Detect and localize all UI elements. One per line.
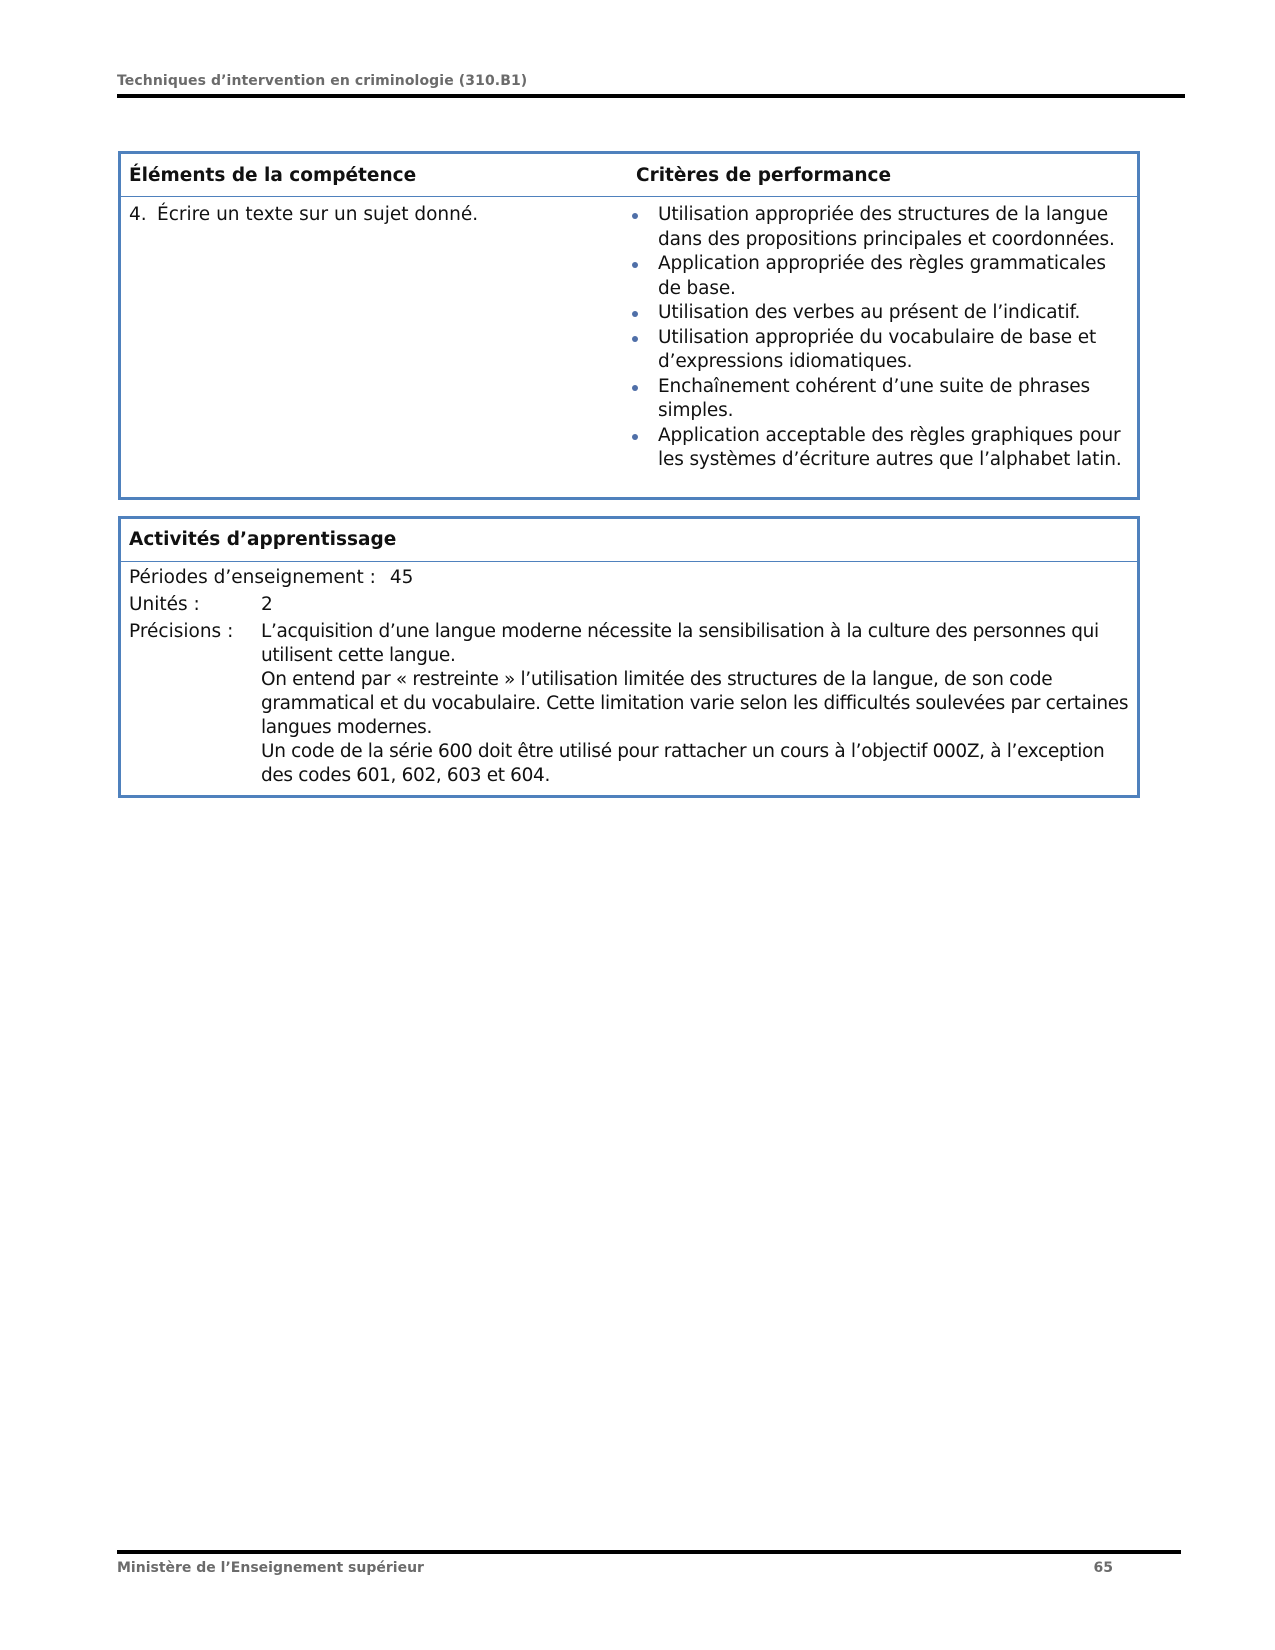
criteria-text: Utilisation des verbes au présent de l’indicatif. xyxy=(658,302,1081,323)
page-footer xyxy=(117,1550,1181,1576)
periods-value: 45 xyxy=(389,567,414,588)
periods-label: Périodes d’enseignement : xyxy=(129,567,376,588)
precision-paragraph: On entend par « restreinte » l’utilisation limitée des structures de la langue, de son code grammatical et du vocabulaire. Cette limitation varie selon les difficultés soulevées par certaines langues modernes. xyxy=(261,669,1129,738)
precision-paragraph: L’acquisition d’une langue moderne nécessite la sensibilisation à la culture des personnes qui utilisent cette langue. xyxy=(261,621,1099,666)
criteria-list xyxy=(628,203,1131,473)
bullet-icon xyxy=(632,311,638,317)
criteria-text: Enchaînement cohérent d’une suite de phrases simples. xyxy=(658,375,1091,421)
criteria-text: Utilisation appropriée du vocabulaire de base et d’expressions idiomatiques. xyxy=(658,326,1097,372)
element-cell xyxy=(121,197,628,474)
page-number: 65 xyxy=(1093,1560,1113,1576)
element-number: 4. xyxy=(129,204,147,225)
competence-table xyxy=(118,151,1140,500)
criteria-text: Application appropriée des règles grammaticales de base. xyxy=(658,253,1106,299)
competence-table-row xyxy=(121,197,1137,474)
competence-table-header xyxy=(121,154,1137,197)
header-rule xyxy=(117,94,1185,98)
criteria-header: Critères de performance xyxy=(628,154,1137,197)
criteria-item xyxy=(628,301,1131,326)
units-value: 2 xyxy=(261,594,273,615)
criteria-item xyxy=(628,326,1131,375)
page-header xyxy=(117,72,1185,98)
activities-header: Activités d’apprentissage xyxy=(121,519,1137,562)
bullet-icon xyxy=(632,336,638,342)
precisions-label: Précisions : xyxy=(129,621,234,642)
criteria-item xyxy=(628,252,1131,301)
elements-header: Éléments de la compétence xyxy=(121,154,628,197)
precision-paragraph: Un code de la série 600 doit être utilisé pour rattacher un cours à l’objectif 000Z, à l’exception des codes 601, 602, 603 et 604. xyxy=(261,741,1105,786)
bullet-icon xyxy=(632,262,638,268)
precisions-text xyxy=(261,620,1129,788)
bullet-icon xyxy=(632,213,638,219)
bullet-icon xyxy=(632,385,638,391)
competence-grid xyxy=(121,154,1137,474)
activities-body xyxy=(121,562,1137,788)
learning-activities-box xyxy=(118,516,1140,798)
criteria-text: Application acceptable des règles graphiques pour les systèmes d’écriture autres que l’alphabet latin. xyxy=(658,424,1122,470)
criteria-cell xyxy=(628,197,1137,474)
units-label: Unités : xyxy=(129,594,200,615)
criteria-item xyxy=(628,424,1131,473)
periods-line xyxy=(129,566,1129,590)
units-line xyxy=(129,593,1129,617)
ministry-name: Ministère de l’Enseignement supérieur xyxy=(117,1560,424,1576)
bullet-icon xyxy=(632,434,638,440)
criteria-item xyxy=(628,375,1131,424)
document-title: Techniques d’intervention en criminologie (310.B1) xyxy=(117,73,528,89)
footer-row xyxy=(117,1560,1181,1576)
precisions-line xyxy=(129,620,1129,788)
element-text: Écrire un texte sur un sujet donné. xyxy=(157,204,479,225)
footer-rule xyxy=(117,1550,1181,1554)
criteria-item xyxy=(628,203,1131,252)
criteria-text: Utilisation appropriée des structures de la langue dans des propositions principales et coordonnées. xyxy=(658,204,1115,250)
